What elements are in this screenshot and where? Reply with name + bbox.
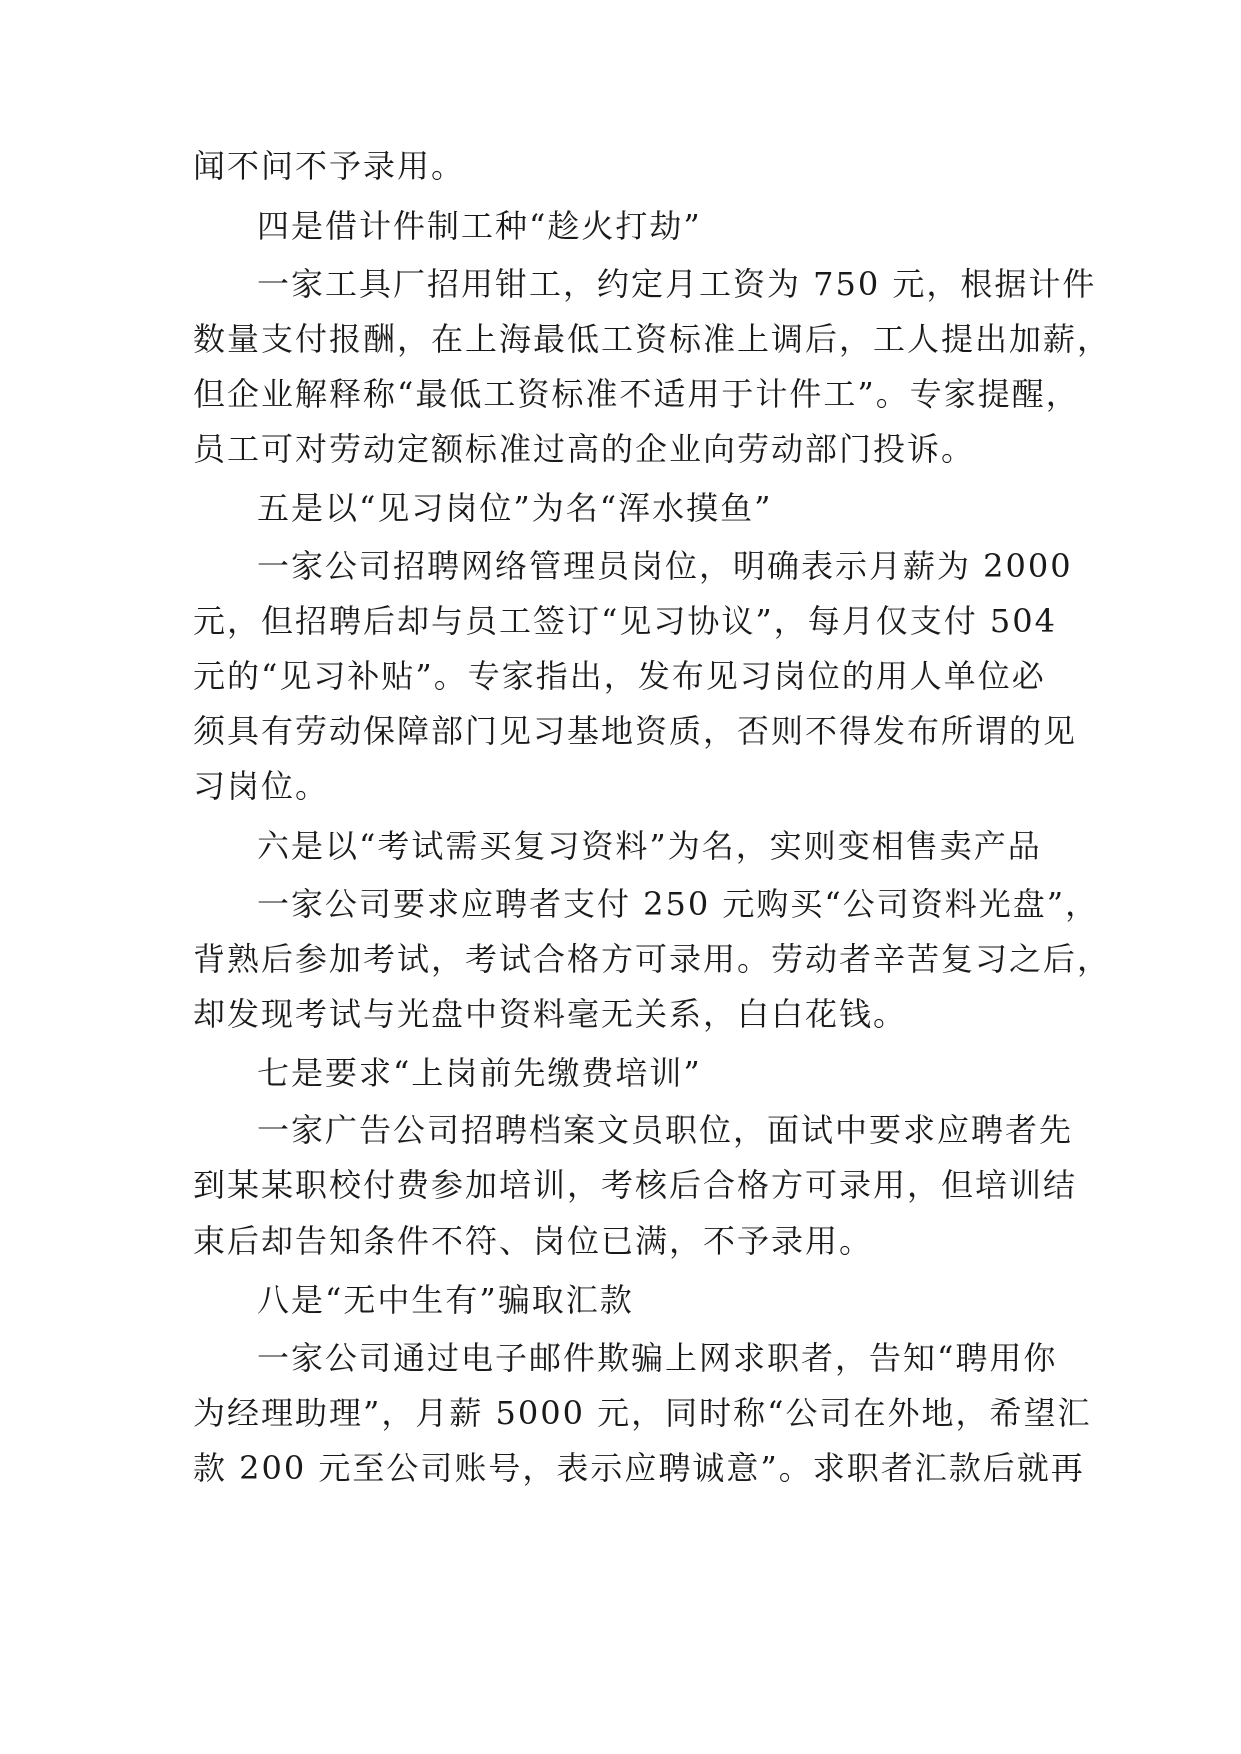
section-heading: 四是借计件制工种“趁火打劫” — [257, 207, 702, 245]
text-line: 数量支付报酬，在上海最低工资标准上调后，工人提出加薪， — [193, 320, 1112, 358]
text-line: 习岗位。 — [193, 767, 330, 805]
section-heading: 六是以“考试需买复习资料”为名，实则变相售卖产品 — [257, 827, 1042, 865]
text-line: 却发现考试与光盘中资料毫无关系，白白花钱。 — [193, 995, 908, 1033]
text-line: 闻不问不予录用。 — [193, 147, 466, 185]
text-line: 背熟后参加考试，考试合格方可录用。劳动者辛苦复习之后， — [193, 940, 1112, 978]
text-line: 元，但招聘后却与员工签订“见习协议”，每月仅支付 504 — [193, 602, 1057, 640]
section-heading: 八是“无中生有”骗取汇款 — [257, 1281, 634, 1319]
text-line: 元的“见习补贴”。专家指出，发布见习岗位的用人单位必 — [193, 657, 1046, 695]
text-line: 款 200 元至公司账号，表示应聘诚意”。求职者汇款后就再 — [193, 1449, 1085, 1487]
section-heading: 七是要求“上岗前先缴费培训” — [257, 1054, 702, 1092]
text-line: 但企业解释称“最低工资标准不适用于计件工”。专家提醒， — [193, 375, 1080, 413]
section-heading: 五是以“见习岗位”为名“浑水摸鱼” — [257, 489, 773, 527]
text-line: 一家公司通过电子邮件欺骗上网求职者，告知“聘用你 — [257, 1339, 1058, 1377]
text-line: 员工可对劳动定额标准过高的企业向劳动部门投诉。 — [193, 430, 976, 468]
text-line: 一家公司招聘网络管理员岗位，明确表示月薪为 2000 — [257, 547, 1073, 585]
text-line: 一家公司要求应聘者支付 250 元购买“公司资料光盘”， — [257, 885, 1100, 923]
text-line: 须具有劳动保障部门见习基地资质，否则不得发布所谓的见 — [193, 712, 1078, 750]
text-line: 束后却告知条件不符、岗位已满，不予录用。 — [193, 1222, 874, 1260]
text-line: 为经理助理”，月薪 5000 元，同时称“公司在外地，希望汇 — [193, 1394, 1092, 1432]
text-line: 一家广告公司招聘档案文员职位，面试中要求应聘者先 — [257, 1111, 1074, 1149]
text-line: 一家工具厂招用钳工，约定月工资为 750 元，根据计件 — [257, 265, 1097, 303]
text-line: 到某某职校付费参加培训，考核后合格方可录用，但培训结 — [193, 1166, 1078, 1204]
